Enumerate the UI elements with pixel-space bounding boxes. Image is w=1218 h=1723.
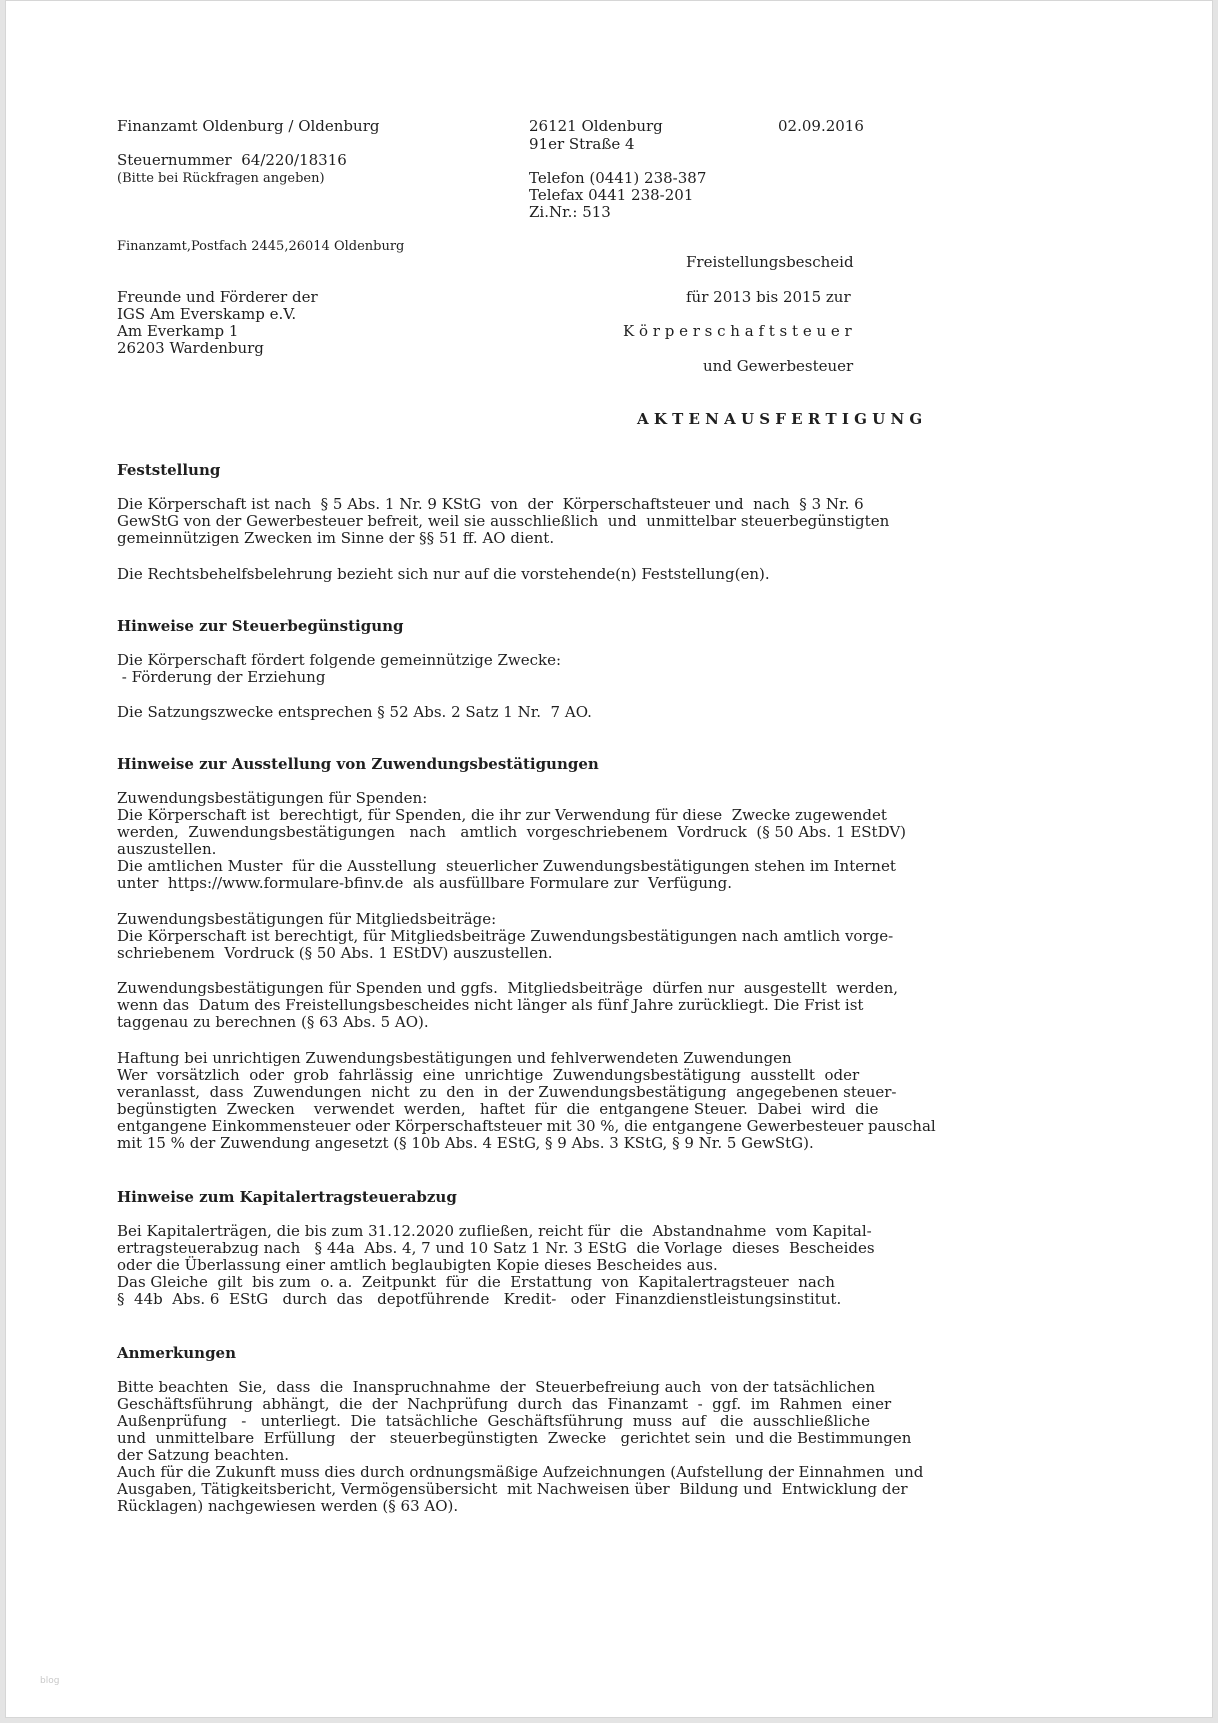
text-line: Das Gleiche gilt bis zum o. a. Zeitpunkt für die Erstattung von Kapitalertragsteuer nach xyxy=(117,1273,835,1291)
recipient-line: Am Everkamp 1 xyxy=(117,322,239,340)
text-line: der Satzung beachten. xyxy=(117,1446,290,1464)
text-line: ertragsteuerabzug nach § 44a Abs. 4, 7 und 10 Satz 1 Nr. 3 EStG die Vorlage dieses Bescheides xyxy=(117,1239,875,1257)
paragraph-rechtsbehelf: Die Rechtsbehelfsbelehrung bezieht sich nur auf die vorstehende(n) Feststellung(en). xyxy=(117,565,770,583)
sender-line: Finanzamt,Postfach 2445,26014 Oldenburg xyxy=(117,239,405,254)
text-line: gemeinnützigen Zwecken im Sinne der §§ 51 ff. AO dient. xyxy=(117,529,555,547)
office-city: 26121 Oldenburg xyxy=(529,117,663,135)
office-name: Finanzamt Oldenburg / Oldenburg xyxy=(117,117,380,135)
paragraph-haftung xyxy=(117,1050,936,1152)
paragraph-anmerkungen xyxy=(117,1379,923,1515)
section-heading-zuwendung: Hinweise zur Ausstellung von Zuwendungsbestätigungen xyxy=(117,755,599,773)
text-line: Zuwendungsbestätigungen für Spenden und ggfs. Mitgliedsbeiträge dürfen nur ausgestellt werden, xyxy=(117,979,899,997)
recipient-line: Freunde und Förderer der xyxy=(117,288,318,306)
text-line: Die Körperschaft ist berechtigt, für Mitgliedsbeiträge Zuwendungsbestätigungen nach amtlich vorge- xyxy=(117,927,894,945)
text-line: Bitte beachten Sie, dass die Inanspruchnahme der Steuerbefreiung auch von der tatsächlichen xyxy=(117,1378,876,1396)
text-line: wenn das Datum des Freistellungsbescheides nicht länger als fünf Jahre zurückliegt. Die Frist ist xyxy=(117,996,864,1014)
text-line: Haftung bei unrichtigen Zuwendungsbestätigungen und fehlverwendeten Zuwendungen xyxy=(117,1049,792,1067)
text-line: Die Körperschaft fördert folgende gemeinnützige Zwecke: xyxy=(117,651,562,669)
text-line: Die Körperschaft ist berechtigt, für Spenden, die ihr zur Verwendung für diese Zwecke zugewendet xyxy=(117,806,887,824)
office-phone: Telefon (0441) 238-387 xyxy=(529,169,707,187)
text-line: begünstigten Zwecken verwendet werden, haftet für die entgangene Steuer. Dabei wird die xyxy=(117,1100,879,1118)
section-heading-kapitalertrag: Hinweise zum Kapitalertragsteuerabzug xyxy=(117,1188,457,1206)
paragraph-zwecke xyxy=(117,652,561,686)
watermark: blog xyxy=(40,1676,60,1686)
paragraph-spenden xyxy=(117,790,906,892)
text-line: werden, Zuwendungsbestätigungen nach amtlich vorgeschriebenem Vordruck (§ 50 Abs. 1 EStDV) xyxy=(117,823,907,841)
text-line: Zuwendungsbestätigungen für Spenden: xyxy=(117,789,428,807)
text-line: mit 15 % der Zuwendung angesetzt (§ 10b Abs. 4 EStG, § 9 Abs. 3 KStG, § 9 Nr. 5 GewStG). xyxy=(117,1134,814,1152)
document-page xyxy=(5,0,1213,1718)
text-line: Außenprüfung - unterliegt. Die tatsächliche Geschäftsführung muss auf die ausschließliche xyxy=(117,1412,870,1430)
text-line: taggenau zu berechnen (§ 63 Abs. 5 AO). xyxy=(117,1013,429,1031)
office-fax: Telefax 0441 238-201 xyxy=(529,186,694,204)
text-line: Geschäftsführung abhängt, die der Nachprüfung durch das Finanzamt - ggf. im Rahmen einer xyxy=(117,1395,892,1413)
text-line: - Förderung der Erziehung xyxy=(117,668,326,686)
text-line: Zuwendungsbestätigungen für Mitgliedsbeiträge: xyxy=(117,910,497,928)
text-line: unter https://www.formulare-bfinv.de als ausfüllbare Formulare zur Verfügung. xyxy=(117,874,733,892)
copy-mark: A K T E N A U S F E R T I G U N G xyxy=(637,410,923,428)
text-line: Auch für die Zukunft muss dies durch ordnungsmäßige Aufzeichnungen (Aufstellung der Einnahmen und xyxy=(117,1463,924,1481)
text-line: Die Körperschaft ist nach § 5 Abs. 1 Nr. 9 KStG von der Körperschaftsteuer und nach § 3 Nr. 6 xyxy=(117,495,864,513)
paragraph-satzungszwecke: Die Satzungszwecke entsprechen § 52 Abs. 2 Satz 1 Nr. 7 AO. xyxy=(117,703,592,721)
text-line: veranlasst, dass Zuwendungen nicht zu den in der Zuwendungsbestätigung angegebenen steuer- xyxy=(117,1083,897,1101)
section-heading-anmerkungen: Anmerkungen xyxy=(117,1344,237,1362)
recipient-line: IGS Am Everskamp e.V. xyxy=(117,305,297,323)
paragraph-kapitalertrag xyxy=(117,1223,875,1308)
section-heading-feststellung: Feststellung xyxy=(117,461,221,479)
subject-trade-tax: und Gewerbesteuer xyxy=(703,357,854,375)
text-line: Wer vorsätzlich oder grob fahrlässig eine unrichtige Zuwendungsbestätigung ausstellt oder xyxy=(117,1066,860,1084)
office-street: 91er Straße 4 xyxy=(529,135,635,153)
text-line: § 44b Abs. 6 EStG durch das depotführende Kredit- oder Finanzdienstleistungsinstitut. xyxy=(117,1290,842,1308)
paragraph-mitgliedsbeitraege xyxy=(117,911,893,962)
tax-number: Steuernummer 64/220/18316 xyxy=(117,151,347,169)
text-line: Die amtlichen Muster für die Ausstellung steuerlicher Zuwendungsbestätigungen stehen im Internet xyxy=(117,857,896,875)
document-date: 02.09.2016 xyxy=(778,117,864,135)
text-line: Bei Kapitalerträgen, die bis zum 31.12.2020 zufließen, reicht für die Abstandnahme vom Kapital- xyxy=(117,1222,872,1240)
paragraph-feststellung xyxy=(117,496,889,547)
text-line: auszustellen. xyxy=(117,840,217,858)
recipient-line: 26203 Wardenburg xyxy=(117,339,264,357)
text-line: GewStG von der Gewerbesteuer befreit, weil sie ausschließlich und unmittelbar steuerbegünstigten xyxy=(117,512,890,530)
section-heading-steuerbeguenstigung: Hinweise zur Steuerbegünstigung xyxy=(117,617,404,635)
paragraph-frist xyxy=(117,980,898,1031)
subject-years: für 2013 bis 2015 zur xyxy=(686,288,851,306)
tax-number-hint: (Bitte bei Rückfragen angeben) xyxy=(117,171,325,186)
text-line: schriebenem Vordruck (§ 50 Abs. 1 EStDV) auszustellen. xyxy=(117,944,553,962)
text-line: und unmittelbare Erfüllung der steuerbegünstigten Zwecke gerichtet sein und die Bestimmungen xyxy=(117,1429,912,1447)
subject-tax-type: K ö r p e r s c h a f t s t e u e r xyxy=(623,322,852,340)
text-line: entgangene Einkommensteuer oder Körperschaftsteuer mit 30 %, die entgangene Gewerbesteuer pauschal xyxy=(117,1117,936,1135)
text-line: Ausgaben, Tätigkeitsbericht, Vermögensübersicht mit Nachweisen über Bildung und Entwicklung der xyxy=(117,1480,908,1498)
office-room: Zi.Nr.: 513 xyxy=(529,203,611,221)
text-line: oder die Überlassung einer amtlich beglaubigten Kopie dieses Bescheides aus. xyxy=(117,1256,718,1274)
text-line: Rücklagen) nachgewiesen werden (§ 63 AO). xyxy=(117,1497,459,1515)
subject-title: Freistellungsbescheid xyxy=(686,253,854,271)
